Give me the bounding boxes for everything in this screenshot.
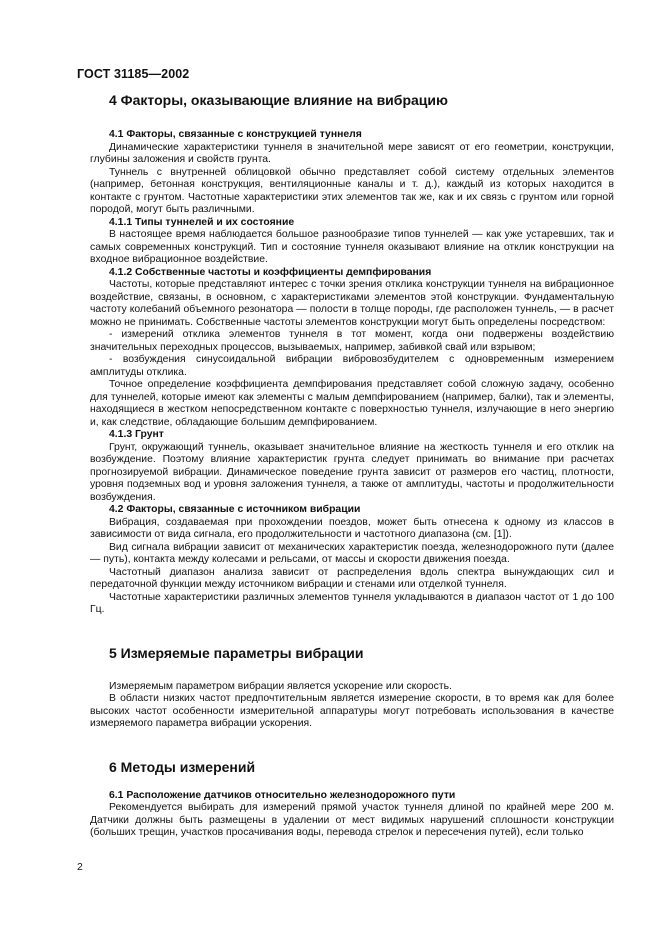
paragraph: Туннель с внутренней облицовкой обычно представляет собой систему отдельных элементов (например, бетонная конструкция, вентиляционные каналы и т. д.), каждый из которых находится в контакте с грунтом. Частотные характеристики этих элементов так же, как и их связь с грунтом или горной породой, могут быть различными. [90, 166, 614, 215]
paragraph: Вид сигнала вибрации зависит от механических характеристик поезда, железнодорожного пути (далее — путь), контакта между колесами и рельсами, от массы и скорости движения поезда. [90, 541, 614, 565]
paragraph: Динамические характеристики туннеля в значительной мере зависят от его геометрии, конструкции, глубины заложения и свойств грунта. [90, 141, 614, 165]
section-6-heading: 6 Методы измерений [109, 758, 256, 775]
page-content [90, 92, 614, 840]
document-header: ГОСТ 31185—2002 [77, 67, 190, 81]
paragraph: Точное определение коэффициента демпфирования представляет собой сложную задачу, особенно для туннелей, которые имеют как элементы с малым демпфированием (например, балки), так и элементы, находящиеся в жестком непосредственном контакте с поверхностью туннеля, излучающие в него энергию и, как следствие, обладающие большим демпфированием. [90, 379, 614, 428]
subsection-4-1-1-heading: 4.1.1 Типы туннелей и их состояние [109, 216, 295, 228]
paragraph: В области низких частот предпочтительным является измерение скорости, в то время как для более высоких частот особенности измерительной аппаратуры могут потребовать использования в качестве измеряемого параметра вибрации ускорения. [90, 693, 614, 729]
paragraph: Частотные характеристики различных элементов туннеля укладываются в диапазон частот от 1 до 100 Гц. [90, 591, 614, 615]
paragraph: Измеряемым параметром вибрации является ускорение или скорость. [109, 680, 452, 692]
paragraph: Рекомендуется выбирать для измерений прямой участок туннеля длиной по крайней мере 200 м. Датчики должны быть размещены в удалении от мест видимых нарушений сплошности конструкции (больших трещин, участков просачивания воды, перевода стрелок и пересечения путей), если только [90, 802, 614, 838]
section-5-heading: 5 Измеряемые параметры вибрации [109, 644, 364, 661]
paragraph: Грунт, окружающий туннель, оказывает значительное влияние на жесткость туннеля и его отклик на возбуждение. Поэтому влияние характеристик грунта следует принимать во внимание при расчетах прогнозируемой вибрации. Динамическое поведение грунта зависит от размеров его частиц, плотности, уровня подземных вод и уровня заложения туннеля, а также от амплитуды, частоты и продолжительности возбуждения. [90, 441, 614, 503]
paragraph: Частоты, которые представляют интерес с точки зрения отклика конструкции туннеля на вибрационное воздействие, связаны, в основном, с характеристиками элементов этой конструкции. Фундаментальную частоту колебаний объемного резонатора — полости в толще породы, где расположен туннель, — в расчет можно не принимать. Собственные частоты элементов конструкции могут быть определены посредством: [90, 279, 614, 328]
paragraph: Частотный диапазон анализа зависит от распределения вдоль спектра вынуждающих сил и передаточной функции между источником вибрации и стенами или отделкой туннеля. [90, 566, 614, 590]
subsection-4-1-3-heading: 4.1.3 Грунт [109, 429, 164, 440]
section-4-heading: 4 Факторы, оказывающие влияние на вибрацию [109, 92, 448, 108]
list-item: - возбуждения синусоидальной вибрации вибровозбудителем с одновременным измерением амплитуды отклика. [90, 354, 614, 378]
subsection-4-2-heading: 4.2 Факторы, связанные с источником вибрации [109, 504, 361, 515]
paragraph: Вибрация, создаваемая при прохождении поездов, может быть отнесена к одному из классов в зависимости от вида сигнала, его продолжительности и частотного диапазона (см. [1]). [90, 516, 614, 540]
subsection-4-1-heading: 4.1 Факторы, связанные с конструкцией туннеля [109, 129, 362, 140]
page-number: 2 [77, 862, 83, 873]
subsection-6-1-heading: 6.1 Расположение датчиков относительно железнодорожного пути [109, 789, 456, 801]
list-item: - измерений отклика элементов туннеля в тот момент, когда они подвержены воздействию значительных переходных процессов, вызываемых, например, забивкой свай или взрывом; [90, 329, 614, 353]
subsection-4-1-2-heading: 4.1.2 Собственные частоты и коэффициенты демпфирования [109, 266, 432, 278]
paragraph: В настоящее время наблюдается большое разнообразие типов туннелей — как уже устаревших, так и самых современных конструкций. Тип и состояние туннеля оказывают влияние на отклик конструкции на входное вибрационное воздействие. [90, 229, 614, 265]
